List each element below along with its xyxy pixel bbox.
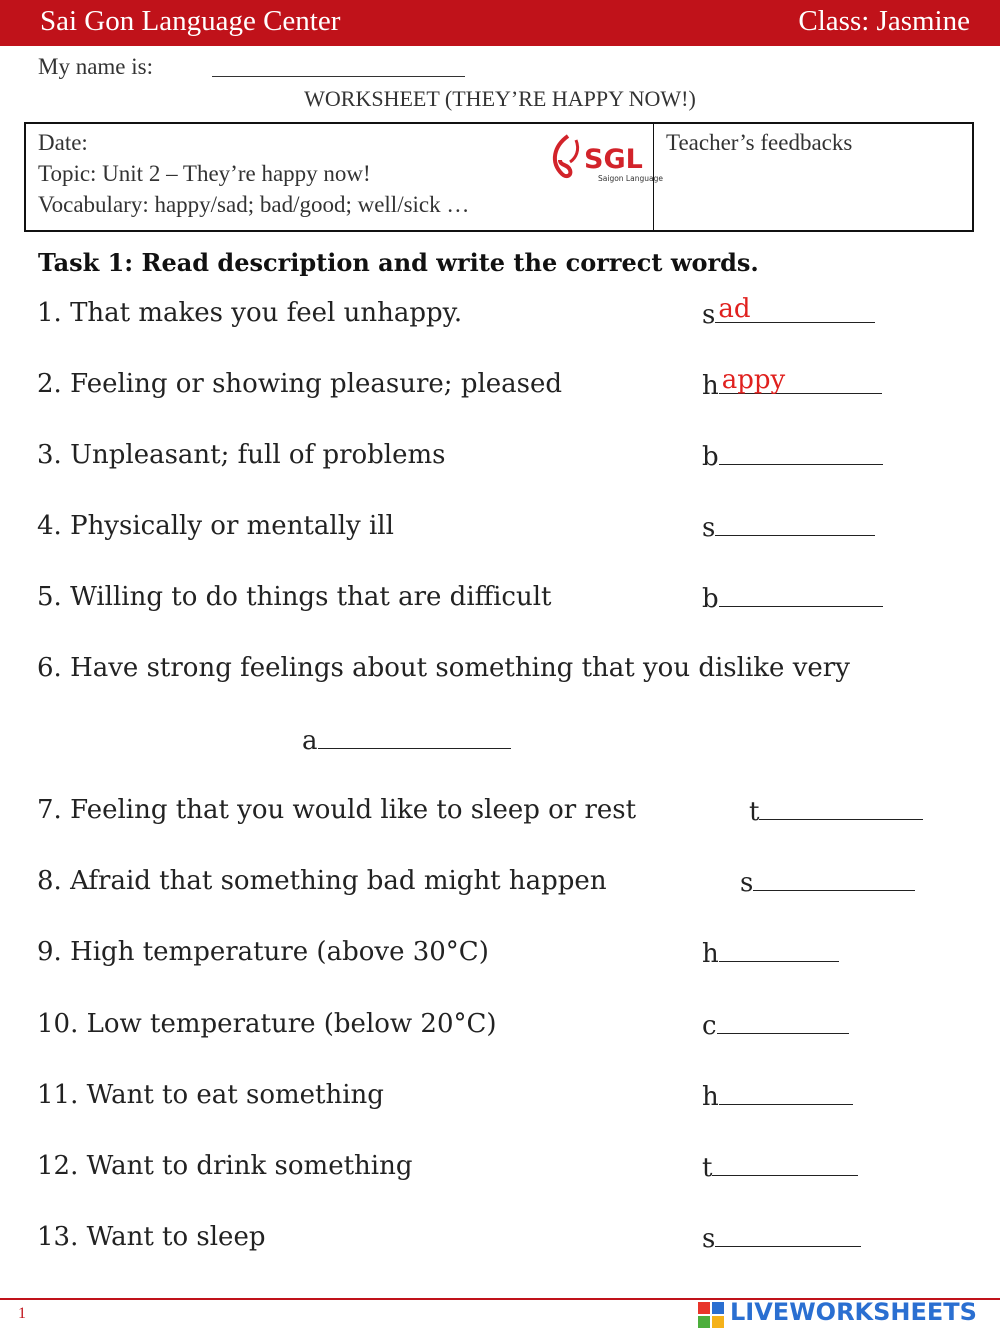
- answer-input-9[interactable]: [719, 937, 839, 962]
- answer-3: [702, 440, 883, 472]
- answer-input-13[interactable]: [715, 1222, 861, 1247]
- vocabulary-line: Vocabulary: happy/sad; bad/good; well/sick …: [38, 192, 470, 217]
- question-9: 9. High temperature (above 30°C): [37, 937, 489, 967]
- center-name: Sai Gon Language Center: [40, 5, 341, 37]
- answer-input-10[interactable]: [717, 1009, 849, 1034]
- class-label: Class: Jasmine: [798, 5, 970, 37]
- info-box: [24, 122, 974, 232]
- question-4: 4. Physically or mentally ill: [37, 511, 394, 541]
- worksheet-title: WORKSHEET (THEY’RE HAPPY NOW!): [304, 86, 696, 111]
- answer-input-8[interactable]: [753, 866, 915, 891]
- task-title: Task 1: Read description and write the correct words.: [38, 248, 759, 277]
- question-12: 12. Want to drink something: [37, 1151, 413, 1181]
- info-left-cell: [26, 124, 663, 230]
- answer-letter: s: [702, 513, 716, 543]
- answer-6: [302, 724, 511, 756]
- name-label: My name is:: [38, 54, 153, 79]
- answer-input-12[interactable]: [712, 1151, 858, 1176]
- teacher-feedback-label: Teacher’s feedbacks: [666, 130, 853, 155]
- answer-13: [702, 1222, 861, 1254]
- answer-input-5[interactable]: [719, 582, 883, 607]
- answer-2: [702, 365, 882, 401]
- question-3: 3. Unpleasant; full of problems: [37, 440, 446, 470]
- answer-letter: b: [702, 442, 719, 472]
- question-2: 2. Feeling or showing pleasure; pleased: [37, 369, 563, 399]
- answer-1: [702, 294, 875, 330]
- question-5: 5. Willing to do things that are difficult: [37, 582, 552, 612]
- answer-letter: s: [740, 868, 754, 898]
- answer-input-7[interactable]: [759, 795, 923, 820]
- liveworksheets-watermark: [696, 1298, 996, 1330]
- answer-7: [749, 795, 923, 827]
- answer-letter: t: [749, 797, 760, 827]
- answer-letter: t: [702, 1153, 713, 1183]
- answer-12: [702, 1151, 858, 1183]
- answer-input-3[interactable]: [719, 440, 883, 465]
- answer-10: [702, 1009, 849, 1041]
- answer-5: [702, 582, 883, 614]
- header-bar: [0, 0, 1000, 46]
- answer-input-1[interactable]: [715, 294, 875, 324]
- question-8: 8. Afraid that something bad might happen: [37, 866, 607, 896]
- answer-letter: h: [702, 939, 719, 969]
- answer-input-6[interactable]: [318, 724, 511, 749]
- answer-letter: a: [302, 726, 318, 756]
- typed-answer-1: ad: [718, 294, 751, 324]
- question-1: 1. That makes you feel unhappy.: [37, 298, 463, 328]
- answer-9: [702, 937, 839, 969]
- question-6: 6. Have strong feelings about something that you dislike very: [37, 653, 850, 683]
- answer-letter: h: [702, 1082, 719, 1112]
- answer-input-4[interactable]: [715, 511, 875, 536]
- watermark-text: LIVEWORKSHEETS: [730, 1298, 977, 1326]
- answer-11: [702, 1080, 853, 1112]
- logo-text: SGL: [584, 144, 643, 175]
- answer-4: [702, 511, 875, 543]
- answer-8: [740, 866, 915, 898]
- liveworksheets-logo-icon: [696, 1300, 726, 1330]
- question-10: 10. Low temperature (below 20°C): [37, 1009, 497, 1039]
- question-13: 13. Want to sleep: [37, 1222, 266, 1252]
- question-11: 11. Want to eat something: [37, 1080, 384, 1110]
- sgl-logo: [546, 132, 663, 184]
- logo-subtext: Saigon Language: [598, 174, 663, 183]
- answer-input-11[interactable]: [719, 1080, 853, 1105]
- answer-input-2[interactable]: [719, 365, 882, 395]
- answer-letter: s: [702, 300, 716, 330]
- answer-letter: h: [702, 371, 719, 401]
- question-7: 7. Feeling that you would like to sleep or rest: [37, 795, 637, 825]
- topic-line: Topic: Unit 2 – They’re happy now!: [38, 161, 371, 186]
- typed-answer-2: appy: [721, 365, 786, 395]
- answer-letter: s: [702, 1224, 716, 1254]
- name-input[interactable]: [212, 76, 465, 77]
- answer-letter: b: [702, 584, 719, 614]
- date-label: Date:: [38, 130, 88, 155]
- answer-letter: c: [702, 1011, 717, 1041]
- page-number: 1: [18, 1305, 26, 1322]
